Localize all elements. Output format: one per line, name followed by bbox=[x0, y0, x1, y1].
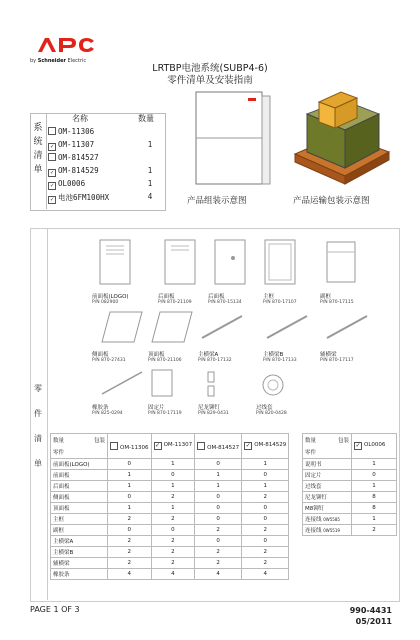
part-label: 后面板 P/N 870-21109 bbox=[158, 294, 192, 305]
checkbox-checked-icon[interactable]: ✓ bbox=[245, 442, 251, 449]
table-row: 前面板(LOGO) 0 1 0 1 bbox=[51, 459, 289, 470]
aux-beam-image bbox=[323, 312, 373, 342]
part-label: 橡胶条 P/N 825-0294 bbox=[92, 405, 123, 416]
document-title: LRTBP电池系统(SUBP4-6) 零件清单及安装指南 bbox=[152, 63, 268, 86]
checkbox-checked-icon[interactable]: ✓ bbox=[48, 169, 56, 177]
checkbox-icon[interactable] bbox=[110, 442, 118, 450]
nylon-rivet-image bbox=[200, 368, 230, 402]
table-row: 连接线 0W5585 1 bbox=[303, 514, 397, 525]
part-label: 尼龙铆钉 P/N 829-0431 bbox=[198, 405, 229, 416]
column-header: ✓ OM-814529 bbox=[242, 434, 289, 459]
column-header: OM-814527 bbox=[195, 434, 242, 459]
table-row: 辅横梁 2 2 2 2 bbox=[51, 558, 289, 569]
part-label: 主横梁B P/N 870-17133 bbox=[263, 352, 297, 363]
main-beam-a-image bbox=[198, 312, 248, 342]
table-row: 过线套 1 bbox=[303, 481, 397, 492]
parts-quantity-table bbox=[50, 433, 289, 580]
fixing-plate-image bbox=[148, 366, 178, 400]
document-number: 990-4431 05/2011 bbox=[349, 606, 392, 626]
column-header: ✓ OM-11307 bbox=[151, 434, 195, 459]
part-label: 主横梁A P/N 870-17132 bbox=[198, 352, 232, 363]
rear-panel-image bbox=[213, 238, 253, 288]
checkbox-checked-icon[interactable]: ✓ bbox=[48, 196, 56, 204]
part-label: 后面板 P/N 870-15134 bbox=[208, 294, 242, 305]
table-corner-header: 数量 包装 零件 bbox=[51, 434, 108, 459]
system-list-header: 名称 数量 bbox=[72, 114, 154, 123]
system-list-side-label: 系 统 清 单 bbox=[30, 113, 47, 209]
part-label: 主框 P/N 870-17107 bbox=[263, 294, 297, 305]
part-label: 固定片 P/N 870-17119 bbox=[148, 405, 182, 416]
checkbox-checked-icon[interactable]: ✓ bbox=[155, 442, 161, 449]
system-row: ✓ OM-11307 1 bbox=[48, 140, 164, 152]
table-row: 主框 2 2 0 0 bbox=[51, 514, 289, 525]
checkbox-icon[interactable] bbox=[197, 442, 205, 450]
part-label: 过线套 P/N 820-0428 bbox=[256, 405, 287, 416]
table-row: 主横梁B 2 2 2 2 bbox=[51, 547, 289, 558]
part-label: 副框 P/N 870-17115 bbox=[320, 294, 354, 305]
table-row: 副框 0 0 2 2 bbox=[51, 525, 289, 536]
checkbox-checked-icon[interactable]: ✓ bbox=[355, 442, 361, 449]
shipping-caption: 产品运输包装示意图 bbox=[293, 196, 370, 206]
column-header: ✓ OL0006 bbox=[352, 434, 397, 459]
table-corner-header: 数量 包装 零件 bbox=[303, 434, 352, 459]
table-row: 前面板 1 0 1 0 bbox=[51, 470, 289, 481]
grommet-image bbox=[258, 370, 288, 400]
checkbox-icon[interactable] bbox=[48, 153, 56, 161]
part-label: 前面板(LOGO) P/N 082900 bbox=[92, 294, 129, 305]
accessory-quantity-table bbox=[302, 433, 397, 536]
page-number: PAGE 1 OF 3 bbox=[30, 605, 80, 614]
table-row: 橡胶条 4 4 4 4 bbox=[51, 569, 289, 580]
rubber-strip-image bbox=[98, 368, 148, 398]
table-row: 尼龙铆钉 8 bbox=[303, 492, 397, 503]
column-header: OM-11306 bbox=[108, 434, 152, 459]
parts-side-label: 零 件 清 单 bbox=[30, 228, 48, 600]
cabinet-illustration bbox=[190, 88, 276, 188]
checkbox-icon[interactable] bbox=[48, 127, 56, 135]
table-row: 顶面板 1 1 0 0 bbox=[51, 503, 289, 514]
main-frame-image bbox=[263, 238, 303, 288]
top-panel-image bbox=[148, 308, 198, 348]
system-row: OM-11306 bbox=[48, 127, 164, 139]
front-panel-image bbox=[163, 238, 203, 288]
system-row: ✓ 电池6FM100HX 4 bbox=[48, 192, 164, 204]
main-beam-b-image bbox=[263, 312, 313, 342]
table-row: 固定片 0 bbox=[303, 470, 397, 481]
part-label: 顶面板 P/N 870-21106 bbox=[148, 352, 182, 363]
parts-gallery bbox=[48, 228, 398, 433]
brand-tagline: by Schneider Electric bbox=[30, 58, 87, 64]
table-row: 说明书 1 bbox=[303, 459, 397, 470]
table-row: 连接线 0W5519 2 bbox=[303, 525, 397, 536]
table-row: 后面板 1 1 1 1 bbox=[51, 481, 289, 492]
assembly-caption: 产品组装示意图 bbox=[187, 196, 247, 206]
checkbox-checked-icon[interactable]: ✓ bbox=[48, 182, 56, 190]
system-row: ✓ OM-814529 1 bbox=[48, 166, 164, 178]
sub-frame-image bbox=[323, 238, 363, 288]
checkbox-checked-icon[interactable]: ✓ bbox=[48, 143, 56, 151]
front-panel-logo-image bbox=[98, 238, 138, 288]
table-row: 主横梁A 2 2 0 0 bbox=[51, 536, 289, 547]
system-row: OM-814527 bbox=[48, 153, 164, 165]
part-label: 辅横梁 P/N 870-17117 bbox=[320, 352, 354, 363]
apc-logo bbox=[36, 36, 100, 54]
table-row: M8铆钉 8 bbox=[303, 503, 397, 514]
side-panel-image bbox=[98, 308, 148, 348]
system-row: ✓ OL0006 1 bbox=[48, 179, 164, 191]
table-row: 侧面板 0 2 0 2 bbox=[51, 492, 289, 503]
part-label: 侧面板 P/N 870-27431 bbox=[92, 352, 126, 363]
shipping-pallet-illustration bbox=[285, 84, 395, 188]
